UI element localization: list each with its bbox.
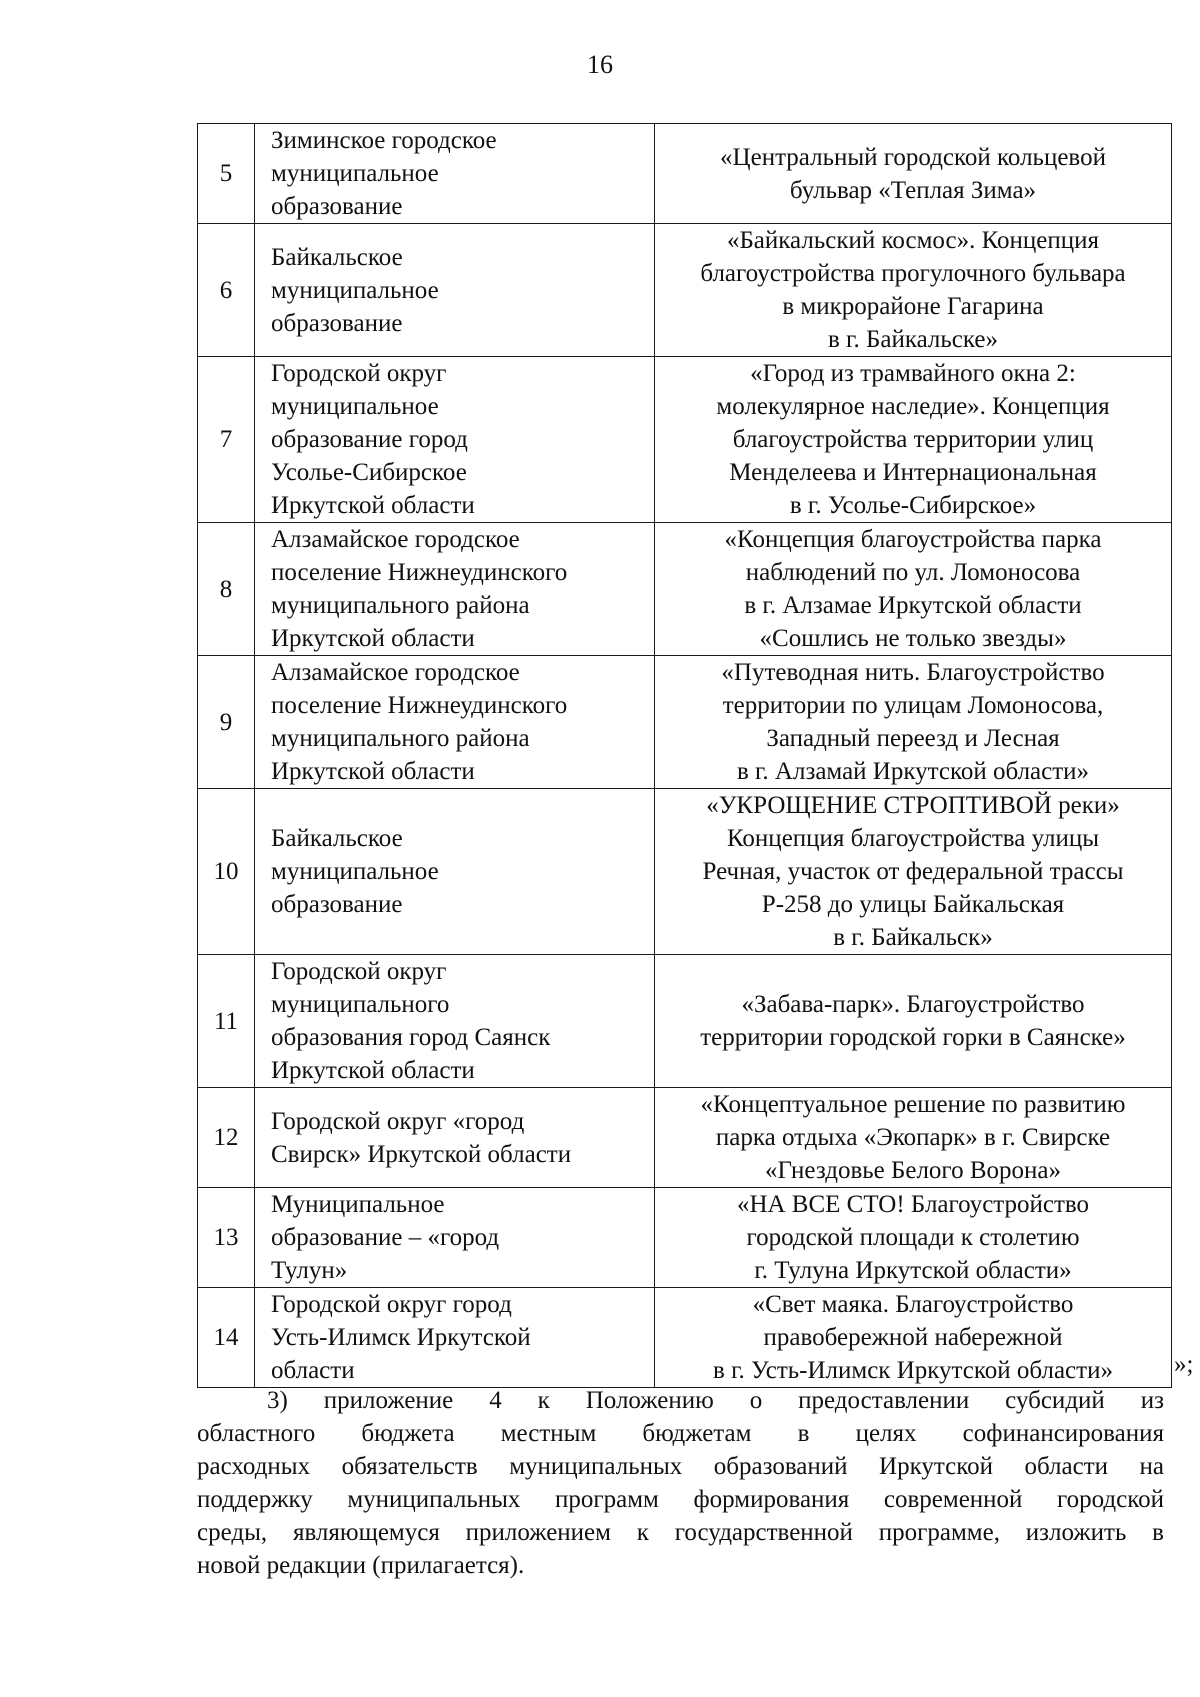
project-title: «УКРОЩЕНИЕ СТРОПТИВОЙ реки» Концепция благоустройства улицы Речная, участок от федеральной трассы Р-258 до улицы Байкальская в г. Байкальск» <box>702 792 1124 951</box>
project-title: «Концептуальное решение по развитию парка отдыха «Экопарк» в г. Свирске «Гнездовье Белого Ворона» <box>700 1091 1126 1184</box>
project-title: «Байкальский космос». Концепция благоустройства прогулочного бульвара в микрорайоне Гагарина в г. Байкальске» <box>700 227 1126 353</box>
row-number: 10 <box>198 789 255 955</box>
row-number: 11 <box>198 955 255 1088</box>
table-row <box>198 357 1172 523</box>
paragraph-line: среды, являющемуся приложением к государственной программе, изложить в <box>197 1519 1164 1546</box>
table-row <box>198 955 1172 1088</box>
municipality-name: Зиминское городское муниципальное образование <box>271 127 497 220</box>
table-row <box>198 1188 1172 1288</box>
table-row <box>198 1288 1172 1388</box>
project-title: «Путеводная нить. Благоустройство территории по улицам Ломоносова, Западный переезд и Лесная в г. Алзамай Иркутской области» <box>721 659 1105 785</box>
municipality-name: Городской округ муниципального образования город Саянск Иркутской области <box>271 958 551 1084</box>
row-number: 9 <box>198 656 255 789</box>
municipality-name: Алзамайское городское поселение Нижнеудинского муниципального района Иркутской области <box>271 526 568 652</box>
row-number: 7 <box>198 357 255 523</box>
table-row <box>198 124 1172 224</box>
municipality-name: Городской округ муниципальное образование город Усолье-Сибирское Иркутской области <box>271 360 475 519</box>
paragraph-line: расходных обязательств муниципальных образований Иркутской области на <box>197 1453 1164 1480</box>
table-row <box>198 789 1172 955</box>
table-row <box>198 523 1172 656</box>
table-row <box>198 656 1172 789</box>
page-number: 16 <box>587 50 613 79</box>
amendment-paragraph <box>197 1384 1164 1582</box>
paragraph-line: новой редакции (прилагается). <box>197 1552 525 1579</box>
row-number: 13 <box>198 1188 255 1288</box>
municipality-name: Городской округ «город Свирск» Иркутской области <box>271 1107 572 1168</box>
municipality-name: Городской округ город Усть-Илимск Иркутской области <box>271 1291 531 1384</box>
project-title: «Концепция благоустройства парка наблюдений по ул. Ломоносова в г. Алзамае Иркутской области «Сошлись не только звезды» <box>724 526 1102 652</box>
paragraph-line: областного бюджета местным бюджетам в целях софинансирования <box>197 1420 1164 1447</box>
table-row <box>198 224 1172 357</box>
paragraph-line: 3) приложение 4 к Положению о предоставлении субсидий из <box>267 1387 1164 1414</box>
municipalities-table <box>197 123 1172 1388</box>
municipality-name: Муниципальное образование – «город Тулун» <box>271 1191 500 1284</box>
municipality-name: Байкальское муниципальное образование <box>271 825 439 918</box>
row-number: 14 <box>198 1288 255 1388</box>
paragraph-line: поддержку муниципальных программ формирования современной городской <box>197 1486 1164 1513</box>
closing-quote: »; <box>1174 1351 1194 1378</box>
row-number: 5 <box>198 124 255 224</box>
project-title: «Центральный городской кольцевой бульвар «Теплая Зима» <box>720 143 1106 204</box>
project-title: «Свет маяка. Благоустройство правобережной набережной в г. Усть-Илимск Иркутской области» <box>713 1291 1113 1384</box>
municipality-name: Алзамайское городское поселение Нижнеудинского муниципального района Иркутской области <box>271 659 568 785</box>
project-title: «НА ВСЕ СТО! Благоустройство городской площади к столетию г. Тулуна Иркутской области» <box>736 1191 1090 1284</box>
municipality-name: Байкальское муниципальное образование <box>271 243 439 337</box>
row-number: 6 <box>198 224 255 357</box>
table-row <box>198 1088 1172 1188</box>
project-title: «Город из трамвайного окна 2: молекулярное наследие». Концепция благоустройства территории улиц Менделеева и Интернациональная в г. Усолье-Сибирское» <box>716 360 1110 519</box>
row-number: 12 <box>198 1088 255 1188</box>
project-title: «Забава-парк». Благоустройство территории городской горки в Саянске» <box>700 991 1126 1051</box>
row-number: 8 <box>198 523 255 656</box>
table-body <box>198 124 1172 1388</box>
